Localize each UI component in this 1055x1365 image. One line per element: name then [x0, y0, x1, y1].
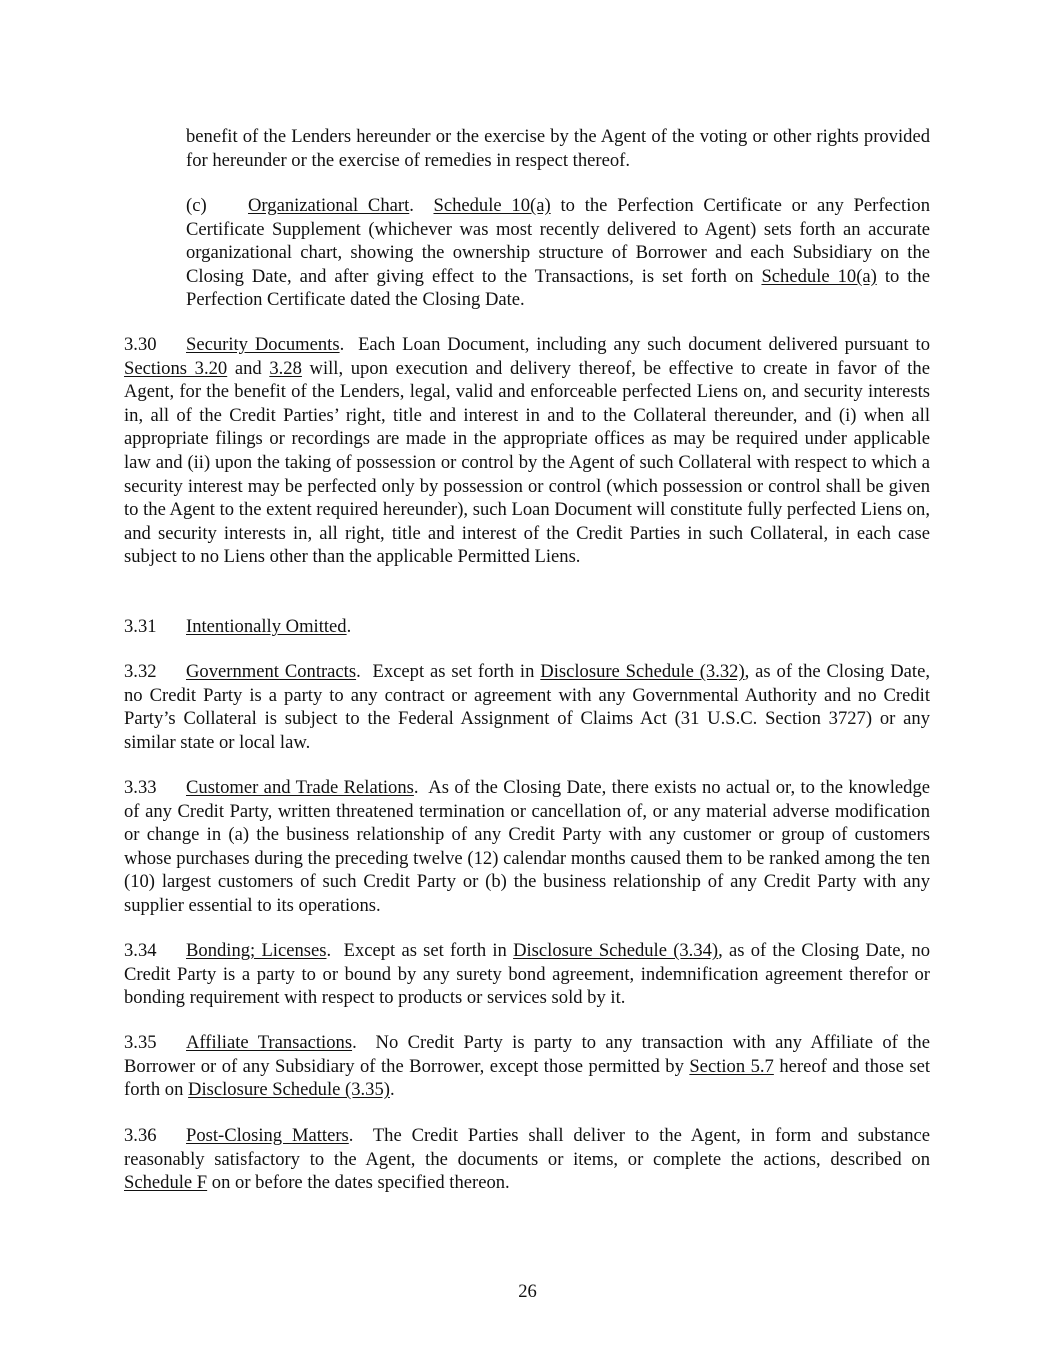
subsection-text: to the Perfection Certificate dated the Closing Date.: [186, 265, 930, 311]
section-number: 3.36: [124, 1125, 157, 1146]
subsection-text: to the Perfection Certificate or any Perfection Certificate Supplement (whichever was most recently delivered to Agent) sets forth an accurate organizational chart, showing the ownership structure of Borrower and each Subsidiary on the Closing Date, and after giving effect to the Transactions, is set forth on: [186, 195, 930, 287]
section-text: The Credit Parties shall deliver to the Agent, in form and substance reasonably satisfactory to the Agent, the documents or items, or complete the actions, described on: [124, 1125, 931, 1170]
page-number: 26: [518, 1281, 537, 1302]
section-text: , as of the Closing Date, no Credit Party is a party to any contract or agreement with any Governmental Authority and no Credit Party’s Collateral is subject to the Federal Assignment of Claims Act (31 U.S.C. Section 3727) or any similar state or local law.: [124, 661, 930, 753]
section-text: Each Loan Document, including any such document delivered pursuant to: [358, 334, 930, 355]
section-text: will, upon execution and delivery thereof, be effective to create in favor of the Agent, for the benefit of the Lenders, legal, valid and enforceable perfected Liens on, and security interests in, all of the Credit Parties’ right, title and interest in and to the Collateral thereunder, and (i) when all appropriate filings or recordings are made in the appropriate offices as may be required under applicable law and (ii) upon the taking of possession or control by the Agent of such Collateral with respect to which a security interest may be perfected only by possession or control (which possession or control shall be given to the Agent to the extent required hereunder), such Loan Document will constitute fully perfected Liens on, and security interests in, all right, title and interest of the Credit Parties in such Collateral, in each case subject to no Liens other than the applicable Permitted Liens.: [124, 357, 930, 568]
section-ref: Disclosure Schedule (3.34): [513, 940, 719, 961]
section-text: No Credit Party is party to any transaction with any Affiliate of the Borrower or of any Subsidiary of the Borrower, except those permitted by: [124, 1032, 930, 1077]
section-number: 3.32: [124, 661, 157, 682]
subsection-c: (c) Organizational Chart. Schedule 10(a) to the Perfection Certificate or any Perfection Certificate Supplement (whichever was most recently delivered to Agent) sets forth an accurate organizational chart, showing the ownership structure of Borrower and each Subsidiary on the Closing Date, and after giving effect to the Transactions, is set forth on Schedule 10(a) to the Perfection Certificate dated the Closing Date.: [186, 195, 930, 311]
section-heading: Bonding; Licenses: [186, 940, 327, 961]
section-heading: Affiliate Transactions: [186, 1032, 353, 1053]
section-heading: Customer and Trade Relations: [186, 777, 414, 798]
section-3-35: 3.35 Affiliate Transactions. No Credit Party is party to any transaction with any Affiliate of the Borrower or of any Subsidiary of the Borrower, except those permitted by Section 5.7 hereof and those set forth on Disclosure Schedule (3.35).: [124, 1032, 930, 1101]
section-text: hereof and those set forth on: [124, 1055, 930, 1101]
section-ref: Disclosure Schedule (3.32): [540, 661, 745, 682]
section-3-36: 3.36 Post-Closing Matters. The Credit Parties shall deliver to the Agent, in form and substance reasonably satisfactory to the Agent, the documents or items, or complete the actions, described on Schedule F on or before the dates specified thereon.: [124, 1125, 931, 1194]
section-text: , as of the Closing Date, no Credit Party is a party to or bound by any surety bond agreement, indemnification agreement therefor or bonding requirement with respect to products or services sold by it.: [124, 940, 930, 1009]
section-ref: Sections 3.20: [124, 357, 228, 379]
continuation-text: benefit of the Lenders hereunder or the exercise by the Agent of the voting or other rights provided for hereunder or the exercise of remedies in respect thereof.: [186, 126, 930, 171]
section-number: 3.30: [124, 334, 157, 355]
section-ref: Disclosure Schedule (3.35): [188, 1079, 390, 1101]
section-3-34: 3.34 Bonding; Licenses. Except as set forth in Disclosure Schedule (3.34), as of the Closing Date, no Credit Party is a party to or bound by any surety bond agreement, indemnification agreement therefor or bonding requirement with respect to products or services sold by it.: [124, 940, 930, 1009]
section-heading: Post-Closing Matters: [186, 1125, 349, 1146]
section-ref: 3.28: [269, 357, 302, 379]
section-number: 3.31: [124, 616, 157, 637]
subsection-label: (c): [186, 195, 207, 216]
section-text: and: [227, 357, 270, 379]
schedule-ref: Schedule 10(a): [433, 195, 551, 216]
section-text: .: [389, 1079, 395, 1101]
section-text: Except as set forth in: [372, 661, 541, 682]
section-3-33: 3.33 Customer and Trade Relations. As of the Closing Date, there exists no actual or, to the knowledge of any Credit Party, written threatened termination or cancellation of, or any material adverse modification or change in (a) the business relationship of any Credit Party with any customer or group of customers whose purchases during the preceding twelve (12) calendar months caused them to be ranked among the ten (10) largest customers of such Credit Party or (b) the business relationship of any Credit Party with any supplier essential to its operations.: [124, 777, 930, 916]
section-3-32: 3.32 Government Contracts. Except as set forth in Disclosure Schedule (3.32), as of the Closing Date, no Credit Party is a party to any contract or agreement with any Governmental Authority and no Credit Party’s Collateral is subject to the Federal Assignment of Claims Act (31 U.S.C. Section 3727) or any similar state or local law.: [124, 661, 930, 753]
section-text: Except as set forth in: [343, 940, 514, 961]
section-heading: Government Contracts: [186, 661, 357, 682]
section-number: 3.34: [124, 940, 157, 961]
subsection-heading: Organizational Chart: [248, 195, 410, 216]
section-3-30: 3.30 Security Documents. Each Loan Document, including any such document delivered pursuant to Sections 3.20 and 3.28 will, upon execution and delivery thereof, be effective to create in favor of the Agent, for the benefit of the Lenders, legal, valid and enforceable perfected Liens on, and security interests in, all of the Credit Parties’ right, title and interest in and to the Collateral thereunder, and (i) when all appropriate filings or recordings are made in the appropriate offices as may be required under applicable law and (ii) upon the taking of possession or control by the Agent of such Collateral with respect to which a security interest may be perfected only by possession or control (which possession or control shall be given to the Agent to the extent required hereunder), such Loan Document will constitute fully perfected Liens on, and security interests in, all right, title and interest of the Credit Parties in such Collateral, in each case subject to no Liens other than the applicable Permitted Liens.: [124, 334, 930, 568]
section-number: 3.35: [124, 1032, 157, 1053]
schedule-ref: Schedule 10(a): [761, 265, 877, 287]
section-number: 3.33: [124, 777, 157, 798]
continuation-paragraph: [186, 125, 930, 172]
section-ref: Schedule F: [124, 1172, 208, 1194]
section-heading: Intentionally Omitted: [186, 616, 347, 637]
section-heading: Security Documents: [186, 334, 340, 355]
section-3-31: 3.31 Intentionally Omitted.: [124, 616, 352, 637]
section-text: on or before the dates specified thereon.: [207, 1172, 510, 1194]
section-text: As of the Closing Date, there exists no actual or, to the knowledge of any Credit Party, written threatened termination or cancellation of, or any material adverse modification or change in (a) the business relationship of any Credit Party with any customer or group of customers whose purchases during the preceding twelve (12) calendar months caused them to be ranked among the ten (10) largest customers of such Credit Party or (b) the business relationship of any Credit Party with any supplier essential to its operations.: [124, 777, 930, 916]
section-ref: Section 5.7: [689, 1055, 774, 1077]
